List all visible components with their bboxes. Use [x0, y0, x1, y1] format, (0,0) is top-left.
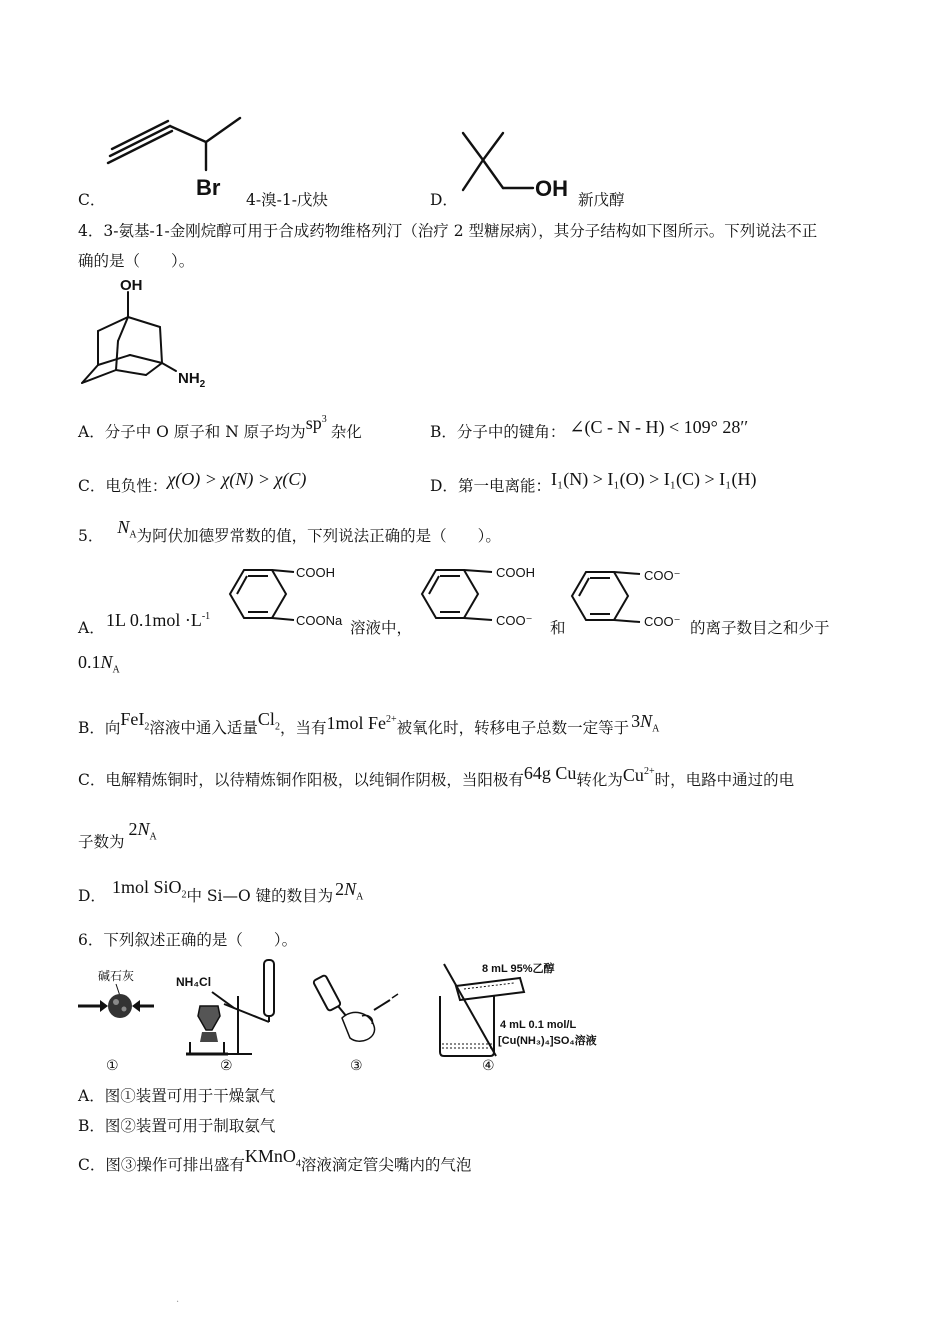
- q5-option-d-letter: D．: [78, 887, 106, 905]
- q5-option-c-line2: 子数为: [78, 833, 125, 851]
- q4-option-c-math: χ(O) > χ(N) > χ(C): [167, 469, 307, 489]
- q4-option-d-letter: D．: [430, 477, 458, 495]
- fig4-top-label: 8 mL 95%乙醇: [482, 963, 555, 975]
- fig2-number: ②: [220, 1057, 233, 1073]
- struct3-top: COO⁻: [644, 568, 681, 583]
- struct2-top: COOH: [496, 565, 535, 580]
- q5-option-b-fe2: 1mol $Fe^{2+}$: [326, 713, 397, 733]
- q4-stem-line2: 确的是（ ）。: [78, 252, 195, 270]
- q5-option-b-3na: $3N_A$: [631, 711, 660, 735]
- q5-number: 5．: [78, 527, 104, 545]
- q4-option-a-math: $sp^3$: [305, 413, 327, 433]
- q6-stem: 6．下列叙述正确的是（ ）。: [78, 931, 298, 949]
- q4-option-a-text1: 分子中 O 原子和 N 原子均为: [104, 423, 306, 441]
- figure-1-drying-tube: [78, 966, 158, 1076]
- q5-option-a-mid1: 溶液中，: [350, 619, 413, 637]
- q4-option-a-letter: A．: [78, 423, 105, 441]
- q5-option-c-64gcu: 64g Cu: [523, 763, 577, 783]
- q5-option-c-t1: 电解精炼铜时，以待精炼铜作阳极，以纯铜作阴极，当阳极有: [105, 771, 524, 789]
- q5-option-b-t2: 溶液中通入适量: [149, 719, 258, 737]
- q4-option-c-letter: C．: [78, 477, 106, 495]
- pentyne-structure: [100, 110, 250, 205]
- q4-option-a-text2: 杂化: [330, 423, 362, 441]
- figure-2-ammonia-apparatus: [172, 956, 302, 1076]
- q5-option-d-t1: 中 Si—O 键的数目为: [186, 887, 334, 905]
- q5-option-c-letter: C．: [78, 771, 106, 789]
- q5-option-b-cl2: $Cl_2$: [257, 709, 280, 733]
- svg-text:NH2: [178, 370, 206, 390]
- hydrogen-phthalate-ion-structure: [412, 562, 552, 642]
- fig3-number: ③: [350, 1057, 363, 1073]
- q5-option-c-cu2: $Cu^{2+}$: [622, 765, 655, 785]
- br-label: Br: [196, 175, 221, 200]
- q5-option-b-t1: 向: [104, 719, 121, 737]
- q4-stem-line1: 4．3-氨基-1-金刚烷醇可用于合成药物维格列汀（治疗 2 型糖尿病），其分子结构如下图所示。下列说法不正: [78, 222, 818, 240]
- q4-option-b-letter: B．: [430, 423, 457, 441]
- q4-option-b-math: ∠(C - N - H) < 109° 28′′: [569, 417, 749, 437]
- fig4-bottom-label: [Cu(NH₃)₄]SO₄溶液: [498, 1035, 597, 1047]
- q3-option-d-name: 新戊醇: [578, 191, 625, 209]
- q5-option-b-t4: 被氧化时，转移电子总数一定等于: [396, 719, 630, 737]
- struct-nh-sub: 2: [199, 379, 206, 390]
- struct-oh-label: OH: [120, 277, 143, 294]
- q4-option-b-text1: 分子中的键角：: [456, 423, 566, 441]
- q3-option-c-name: 4-溴-1-戊炔: [246, 191, 328, 209]
- q4-option-d-math: I₁(N) > I₁(O) > I₁(C) > I₁(H): [550, 469, 757, 489]
- q6-option-c-t2: 溶液滴定管尖嘴内的气泡: [300, 1156, 472, 1174]
- aminoadamantanol-structure: [78, 275, 218, 393]
- q5-option-a-tail: 的离子数目之和少于: [690, 619, 830, 637]
- struct3-bottom: COO⁻: [644, 614, 681, 629]
- fig1-number: ①: [106, 1057, 119, 1073]
- figure-3-burette-bubble: [312, 972, 412, 1076]
- q4-option-c-text1: 电负性：: [105, 477, 168, 495]
- q5-option-a-line2: $0.1N_A$: [78, 652, 120, 676]
- q3-option-c-letter: C．: [78, 191, 106, 209]
- oh-label: OH: [535, 176, 568, 201]
- struct1-top: COOH: [296, 565, 335, 580]
- q6-option-a: A．图①装置可用于干燥氯气: [78, 1087, 276, 1105]
- q5-option-a-conc: 1L $0.1mol \cdot L^{-1}$: [106, 610, 211, 630]
- struct1-bottom: COONa: [296, 613, 343, 628]
- q5-option-c-2na: $2N_A$: [128, 819, 157, 843]
- phthalate-ion-structure: [566, 562, 696, 642]
- fig4-number: ④: [482, 1057, 495, 1073]
- fig2-label: NH₄Cl: [176, 975, 212, 989]
- q6-option-c-t1: C．图③操作可排出盛有: [78, 1156, 245, 1174]
- fig4-mid-label: 4 mL 0.1 mol/L: [500, 1019, 577, 1031]
- q5-option-b-letter: B．: [78, 719, 105, 737]
- q5-option-a-mid2: 和: [550, 619, 566, 637]
- q6-option-b: B．图②装置可用于制取氨气: [78, 1117, 276, 1135]
- q4-option-d-text1: 第一电离能：: [457, 477, 551, 495]
- q5-na: $N_A$: [117, 517, 137, 541]
- q5-option-d-2na: $2N_A$: [335, 879, 364, 903]
- q5-option-a-letter: A．: [78, 619, 105, 637]
- q3-option-d-letter: D．: [430, 191, 458, 209]
- q5-stem: 为阿伏加德罗常数的值，下列说法正确的是（ ）。: [136, 527, 501, 545]
- hydrogen-phthalate-sodium-structure: [214, 562, 354, 642]
- q5-option-c-t3: 时，电路中通过的电: [654, 771, 795, 789]
- q5-option-d-sio2: 1mol SiO$_2$: [111, 877, 187, 901]
- q5-option-c-t2: 转化为: [576, 771, 623, 789]
- figure-4-beaker-ethanol: [430, 956, 610, 1076]
- footer-mark: .: [176, 1294, 180, 1305]
- fig1-label: 碱石灰: [98, 969, 135, 983]
- struct-nh-label: NH: [178, 370, 200, 387]
- q5-option-b-feI2: FeI$_2$: [120, 709, 150, 733]
- struct2-bottom: COO⁻: [496, 613, 533, 628]
- q5-option-b-t3: ，当有: [279, 719, 327, 737]
- q6-option-c-kmno4: KMnO$_4$: [244, 1146, 301, 1170]
